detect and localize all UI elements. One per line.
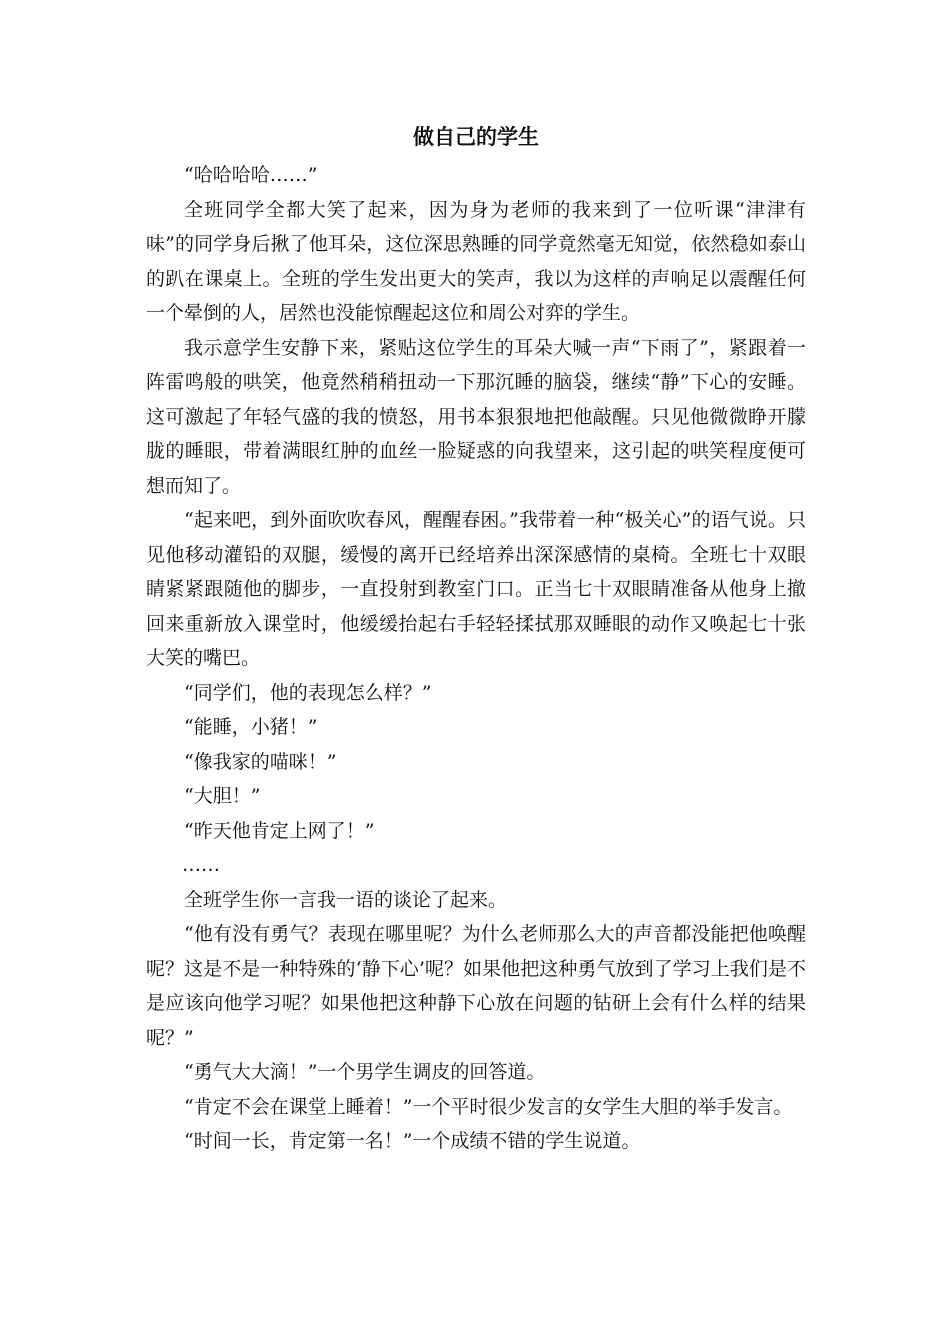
dialogue-line: “大胆！”: [184, 785, 261, 807]
document-title: 做自己的学生: [413, 125, 539, 149]
paragraph: 我示意学生安静下来，紧贴这位学生的耳朵大喊一声“下雨了”，紧跟着一阵雷鸣般的哄笑，他竟然稍稍扭动一下那沉睡的脑袋，继续“静”下心的安睡。这可激起了年轻气盛的我的愤怒，用书本狠狠地把他敲醒。只见他微微睁开朦胧的睡眼，带着满眼红肿的血丝一脸疑惑的向我望来，这引起的哄笑程度便可想而知了。: [146, 336, 806, 497]
paragraph: “他有没有勇气？表现在哪里呢？为什么老师那么大的声音都没能把他唤醒呢？这是不是一种特殊的‘静下心’呢？如果他把这种勇气放到了学习上我们是不是应该向他学习呢？如果他把这种静下心放在问题的钻研上会有什么样的结果呢？”: [146, 923, 806, 1049]
dialogue-line: “时间一长，肯定第一名！”一个成绩不错的学生说道。: [184, 1130, 641, 1152]
dialogue-line: “肯定不会在课堂上睡着！”一个平时很少发言的女学生大胆的举手发言。: [184, 1095, 793, 1118]
paragraph: 全班学生你一言我一语的谈论了起来。: [184, 888, 508, 911]
paragraph: “起来吧，到外面吹吹春风，醒醒春困。”我带着一种“极关心”的语气说。只见他移动灌铅的双腿，缓慢的离开已经培养出深深感情的桌椅。全班七十双眼睛紧紧跟随他的脚步，一直投射到教室门口。正当七十双眼睛准备从他身上撤回来重新放入课堂时，他缓缓抬起右手轻轻揉拭那双睡眼的动作又唤起七十张大笑的嘴巴。: [146, 509, 806, 669]
paragraph: 全班同学全都大笑了起来，因为身为老师的我来到了一位听课“津津有味”的同学身后揪了他耳朵，这位深思熟睡的同学竟然毫无知觉，依然稳如泰山的趴在课桌上。全班的学生发出更大的笑声，我以为这样的声响足以震醒任何一个晕倒的人，居然也没能惊醒起这位和周公对弈的学生。: [146, 198, 806, 324]
dialogue-line: “像我家的喵咪！”: [184, 750, 337, 773]
dialogue-line: “同学们，他的表现怎么样？”: [184, 681, 432, 704]
dialogue-line: “能睡，小猪！”: [184, 716, 318, 738]
document-body: [146, 120, 806, 1159]
ellipsis-line: ……: [182, 854, 220, 876]
dialogue-line: “勇气大大滴！”一个男学生调皮的回答道。: [184, 1061, 546, 1083]
dialogue-line: “昨天他肯定上网了！”: [184, 819, 375, 842]
paragraph: “哈哈哈哈……”: [184, 164, 318, 186]
